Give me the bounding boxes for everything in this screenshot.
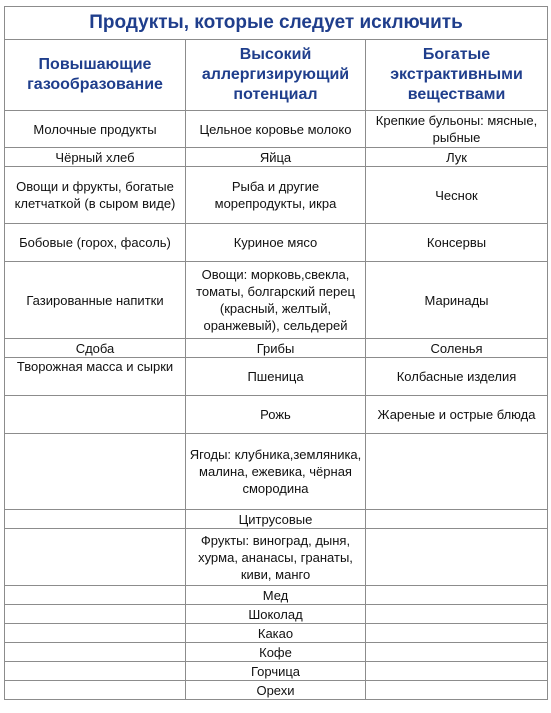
table-row	[5, 224, 548, 262]
table-cell	[5, 434, 186, 510]
column-header-gas: Повышающие газообразование	[5, 40, 186, 111]
table-cell	[366, 529, 548, 586]
products-table-sheet	[4, 6, 547, 700]
table-row	[5, 605, 548, 624]
table-title: Продукты, которые следует исключить	[5, 7, 548, 40]
column-header-allergy: Высокий аллергизирующий потенциал	[186, 40, 366, 111]
title-row	[5, 7, 548, 40]
table-cell	[5, 510, 186, 529]
table-cell	[366, 643, 548, 662]
table-cell: Маринады	[366, 262, 548, 339]
table-cell: Молочные продукты	[5, 111, 186, 148]
table-cell	[5, 529, 186, 586]
table-row	[5, 358, 548, 396]
table-cell	[5, 624, 186, 643]
table-cell	[366, 434, 548, 510]
table-cell: Жареные и острые блюда	[366, 396, 548, 434]
table-row	[5, 339, 548, 358]
table-cell: Крепкие бульоны: мясные, рыбные	[366, 111, 548, 148]
table-row	[5, 167, 548, 224]
table-row	[5, 510, 548, 529]
table-row	[5, 396, 548, 434]
table-row	[5, 148, 548, 167]
table-row	[5, 662, 548, 681]
table-cell: Соленья	[366, 339, 548, 358]
table-cell: Цитрусовые	[186, 510, 366, 529]
table-cell: Лук	[366, 148, 548, 167]
table-cell: Грибы	[186, 339, 366, 358]
table-cell	[5, 396, 186, 434]
table-cell	[366, 605, 548, 624]
table-cell: Горчица	[186, 662, 366, 681]
table-cell: Сдоба	[5, 339, 186, 358]
table-cell	[366, 510, 548, 529]
table-cell: Творожная масса и сырки	[5, 358, 186, 396]
table-cell	[366, 681, 548, 700]
table-cell: Орехи	[186, 681, 366, 700]
products-table	[4, 6, 548, 700]
table-cell: Овощи: морковь,свекла, томаты, болгарский перец (красный, желтый, оранжевый), сельдерей	[186, 262, 366, 339]
table-cell	[5, 662, 186, 681]
table-cell: Фрукты: виноград, дыня, хурма, ананасы, гранаты, киви, манго	[186, 529, 366, 586]
table-row	[5, 529, 548, 586]
table-cell	[366, 662, 548, 681]
column-header-extractive: Богатые экстрактивными веществами	[366, 40, 548, 111]
table-cell: Рожь	[186, 396, 366, 434]
table-cell: Шоколад	[186, 605, 366, 624]
table-cell: Рыба и другие морепродукты, икра	[186, 167, 366, 224]
table-row	[5, 111, 548, 148]
table-cell	[366, 624, 548, 643]
table-cell: Ягоды: клубника,земляника, малина, ежевика, чёрная смородина	[186, 434, 366, 510]
table-cell: Газированные напитки	[5, 262, 186, 339]
table-row	[5, 262, 548, 339]
table-cell: Цельное коровье молоко	[186, 111, 366, 148]
table-cell: Чёрный хлеб	[5, 148, 186, 167]
table-cell: Консервы	[366, 224, 548, 262]
table-cell: Куриное мясо	[186, 224, 366, 262]
table-cell: Мед	[186, 586, 366, 605]
table-cell: Пшеница	[186, 358, 366, 396]
table-cell	[5, 681, 186, 700]
table-cell: Яйца	[186, 148, 366, 167]
table-cell	[5, 605, 186, 624]
table-cell: Колбасные изделия	[366, 358, 548, 396]
table-cell: Какао	[186, 624, 366, 643]
table-row	[5, 681, 548, 700]
table-row	[5, 624, 548, 643]
table-row	[5, 434, 548, 510]
table-cell: Чеснок	[366, 167, 548, 224]
table-cell	[366, 586, 548, 605]
table-row	[5, 586, 548, 605]
table-cell: Кофе	[186, 643, 366, 662]
table-cell	[5, 643, 186, 662]
table-row	[5, 643, 548, 662]
table-cell: Овощи и фрукты, богатые клетчаткой (в сыром виде)	[5, 167, 186, 224]
header-row	[5, 40, 548, 111]
table-cell: Бобовые (горох, фасоль)	[5, 224, 186, 262]
table-cell	[5, 586, 186, 605]
